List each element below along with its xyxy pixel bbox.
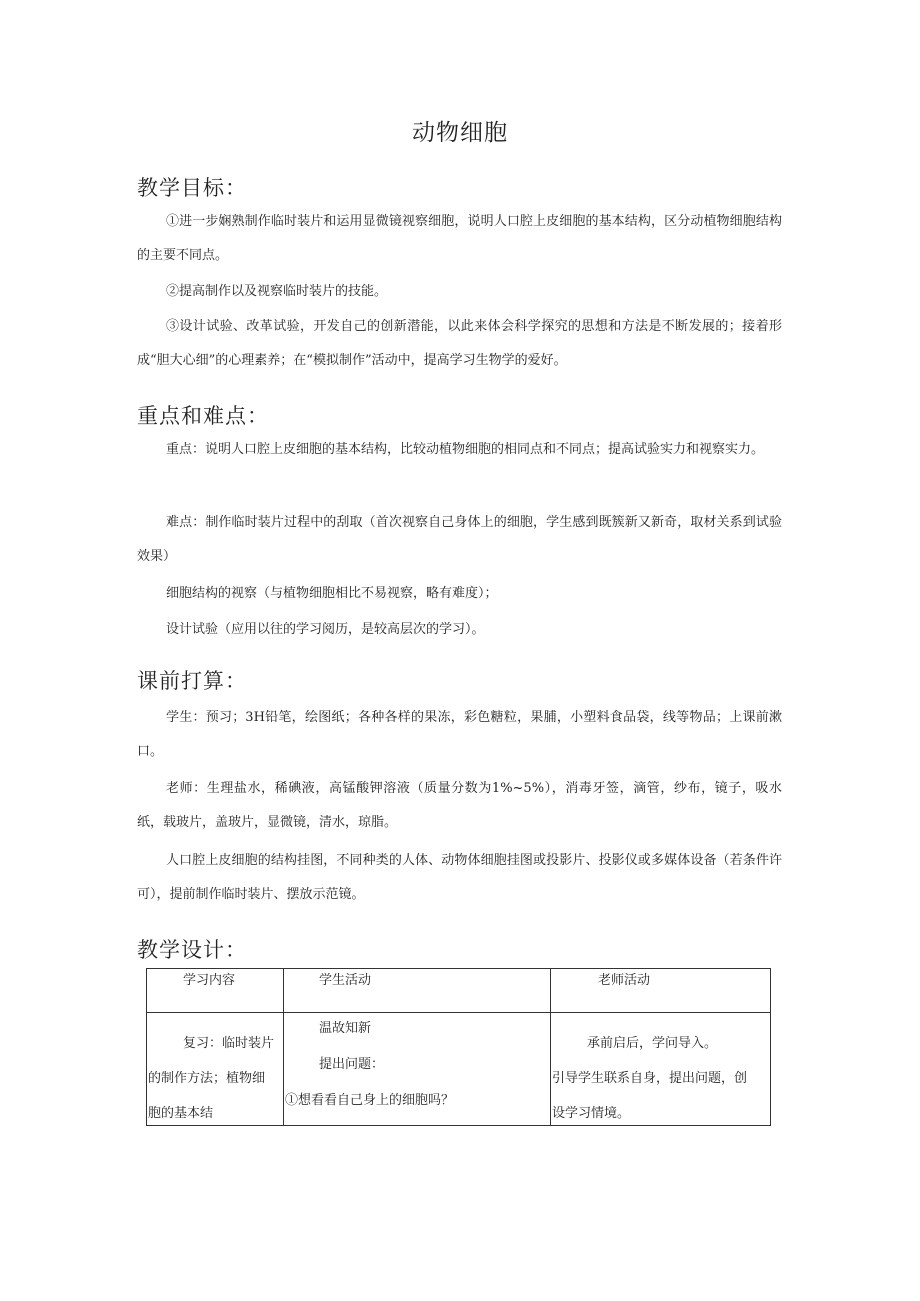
header-cell-content: [147, 969, 284, 1013]
document-title: 动物细胞: [412, 120, 508, 146]
student-line-3: ①想看看自己身上的细胞吗？: [285, 1093, 455, 1108]
difficult-point-extra-2: 设计试验（应用以往的学习阅历，是较高层次的学习）。: [166, 622, 485, 637]
student-line-1: 温故知新: [319, 1021, 372, 1036]
table-row: [147, 1013, 771, 1126]
objective-item-1: ①进一步娴熟制作临时装片和运用显微镜视察细胞，说明人口腔上皮细胞的基本结构，区分动植物细胞结构的主要不同点。: [137, 214, 782, 263]
objectives-heading: 教学目标：: [137, 176, 247, 200]
content-line-2: 的制作方法；植物细: [148, 1071, 266, 1086]
table-header-row: [147, 969, 771, 1013]
objective-item-2: ②提高制作以及视察临时装片的技能。: [166, 284, 388, 299]
header-teacher-activity: 老师活动: [598, 973, 651, 988]
teacher-line-2: 引导学生联系自身，提出问题，创: [552, 1071, 748, 1086]
cell-teacher-activity: [551, 1013, 771, 1126]
header-learning-content: 学习内容: [183, 973, 236, 988]
header-cell-teacher: [551, 969, 771, 1013]
design-heading: 教学设计：: [137, 938, 247, 962]
objective-item-3: ③设计试验、改革试验，开发自己的创新潜能，以此来体会科学探究的思想和方法是不断发展的；接着形成“胆大心细”的心理素养；在“模拟制作”活动中，提高学习生物学的爱好。: [137, 319, 782, 368]
header-student-activity: 学生活动: [319, 973, 372, 988]
preparation-teacher: 老师：生理盐水，稀碘液，高锰酸钾溶液（质量分数为1%~5%），消毒牙签，滴管，纱布，镜子，吸水纸，载玻片，盖玻片，显微镜，清水，琼脂。: [137, 781, 782, 830]
teacher-line-1: 承前启后，学问导入。: [587, 1036, 718, 1051]
difficult-point-text: 难点：制作临时装片过程中的刮取（首次视察自己身体上的细胞，学生感到既簇新又新奇，取材关系到试验效果）: [137, 515, 782, 564]
difficult-point-extra-1: 细胞结构的视察（与植物细胞相比不易视察，略有难度）；: [166, 586, 498, 601]
cell-student-activity: [284, 1013, 551, 1126]
student-line-2: 提出问题：: [319, 1057, 385, 1072]
preparation-heading: 课前打算：: [137, 669, 247, 693]
preparation-materials: 人口腔上皮细胞的结构挂图，不同种类的人体、动物体细胞挂图或投影片、投影仪或多媒体设备（若条件许可），提前制作临时装片、摆放示范镜。: [137, 853, 782, 902]
key-points-heading: 重点和难点：: [137, 404, 269, 428]
header-cell-student: [284, 969, 551, 1013]
teaching-design-table: [146, 968, 771, 1126]
key-point-text: 重点：说明人口腔上皮细胞的基本结构，比较动植物细胞的相同点和不同点；提高试验实力和视察实力。: [166, 442, 765, 457]
teacher-line-3: 设学习情境。: [552, 1106, 631, 1121]
content-line-1: 复习：临时装片: [183, 1036, 275, 1051]
preparation-students: 学生：预习；3H铅笔，绘图纸；各种各样的果冻，彩色糖粒，果脯，小塑料食品袋，线等物品；上课前漱口。: [137, 710, 782, 759]
cell-learning-content: [147, 1013, 284, 1126]
content-line-3: 胞的基本结: [148, 1106, 214, 1121]
